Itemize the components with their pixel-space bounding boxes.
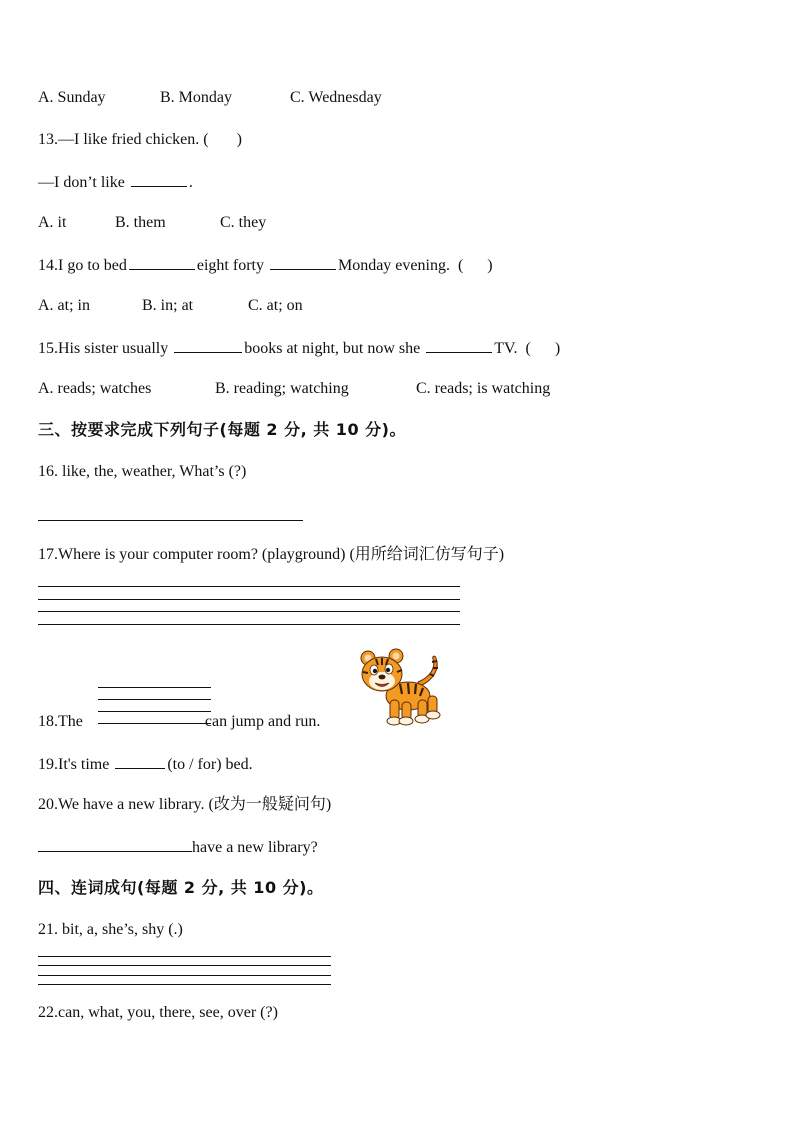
q12-option-c: C. Wednesday (290, 89, 382, 106)
q13-question (38, 130, 242, 150)
q14-option-c: C. at; on (248, 297, 303, 314)
q22-question: 22.can, what, you, there, see, over (?) (38, 1004, 278, 1021)
q15-blank-1[interactable] (174, 338, 242, 353)
q17-answer-line-3[interactable] (38, 611, 460, 612)
q17-answer-line-2[interactable] (38, 599, 460, 600)
q14-part3: Monday evening. (337, 257, 450, 274)
q15-part2: books at night, but now she (244, 340, 421, 357)
tiger-icon (356, 646, 446, 730)
q12-options (38, 88, 382, 108)
q19-question (38, 754, 253, 775)
q13-option-b: B. them (115, 214, 166, 231)
q17-question-text: 17.Where is your computer room? (playground) (用所给词汇仿写句子) (38, 546, 505, 563)
q12-option-b: B. Monday (160, 89, 232, 106)
q14-answer-paren[interactable]: ( ) (457, 257, 493, 274)
q20-question: 20.We have a new library. (改为一般疑问句) (38, 796, 332, 813)
q15-option-a: A. reads; watches (38, 380, 152, 397)
q15-part1: 15.His sister usually (38, 340, 169, 357)
q14-question (38, 255, 493, 276)
q15-part3: TV. (494, 340, 518, 357)
q15-options (38, 379, 550, 399)
q21-answer-line-3[interactable] (38, 975, 331, 976)
q20-answer-suffix: have a new library? (192, 839, 318, 856)
q21-answer-line-2[interactable] (38, 965, 331, 966)
section4-heading: 四、连词成句(每题 2 分, 共 10 分)。 (38, 878, 324, 897)
q13-answer-prefix: —I don’t like (38, 174, 125, 191)
q14-blank-2[interactable] (270, 255, 336, 270)
q18-writing-line-2[interactable] (98, 699, 211, 700)
q17-question (38, 545, 504, 565)
q14-options (38, 296, 303, 316)
q16-answer-line[interactable] (38, 520, 303, 521)
section3-heading: 三、按要求完成下列句子(每题 2 分, 共 10 分)。 (38, 420, 406, 439)
q13-answer-suffix: . (188, 174, 193, 191)
q14-option-b: B. in; at (142, 297, 194, 314)
q15-answer-paren[interactable]: ( ) (525, 340, 561, 357)
q14-option-a: A. at; in (38, 297, 90, 314)
q19-blank[interactable] (115, 754, 165, 769)
q15-blank-2[interactable] (426, 338, 492, 353)
q20-answer (38, 837, 318, 858)
q16-question: 16. like, the, weather, What’s (?) (38, 463, 247, 480)
q19-suffix: (to / for) bed. (167, 756, 253, 773)
q21-answer-line-4[interactable] (38, 984, 331, 985)
q13-question-text: 13.—I like fried chicken. ( (38, 131, 209, 148)
q15-option-c: C. reads; is watching (416, 380, 551, 397)
q13-option-c: C. they (220, 214, 267, 231)
q13-answer-blank[interactable] (131, 172, 187, 187)
q14-blank-1[interactable] (129, 255, 195, 270)
q17-answer-line-1[interactable] (38, 586, 460, 587)
q21-answer-line-1[interactable] (38, 956, 331, 957)
q13-options (38, 213, 266, 233)
q18-writing-line-1[interactable] (98, 687, 211, 688)
q12-option-a: A. Sunday (38, 89, 106, 106)
q13-option-a: A. it (38, 214, 67, 231)
q18-prefix: 18.The (38, 713, 83, 730)
q18-question (38, 712, 320, 732)
q20-answer-blank[interactable] (38, 837, 192, 852)
q19-prefix: 19.It's time (38, 756, 110, 773)
q18-suffix: can jump and run. (204, 713, 321, 730)
q14-part1: 14.I go to bed (38, 257, 127, 274)
q15-question (38, 338, 560, 359)
q13-answer (38, 172, 193, 193)
q21-question: 21. bit, a, she’s, shy (.) (38, 921, 183, 938)
q13-close-paren: ) (236, 131, 242, 148)
q17-answer-line-4[interactable] (38, 624, 460, 625)
q15-option-b: B. reading; watching (215, 380, 349, 397)
q14-part2: eight forty (196, 257, 264, 274)
